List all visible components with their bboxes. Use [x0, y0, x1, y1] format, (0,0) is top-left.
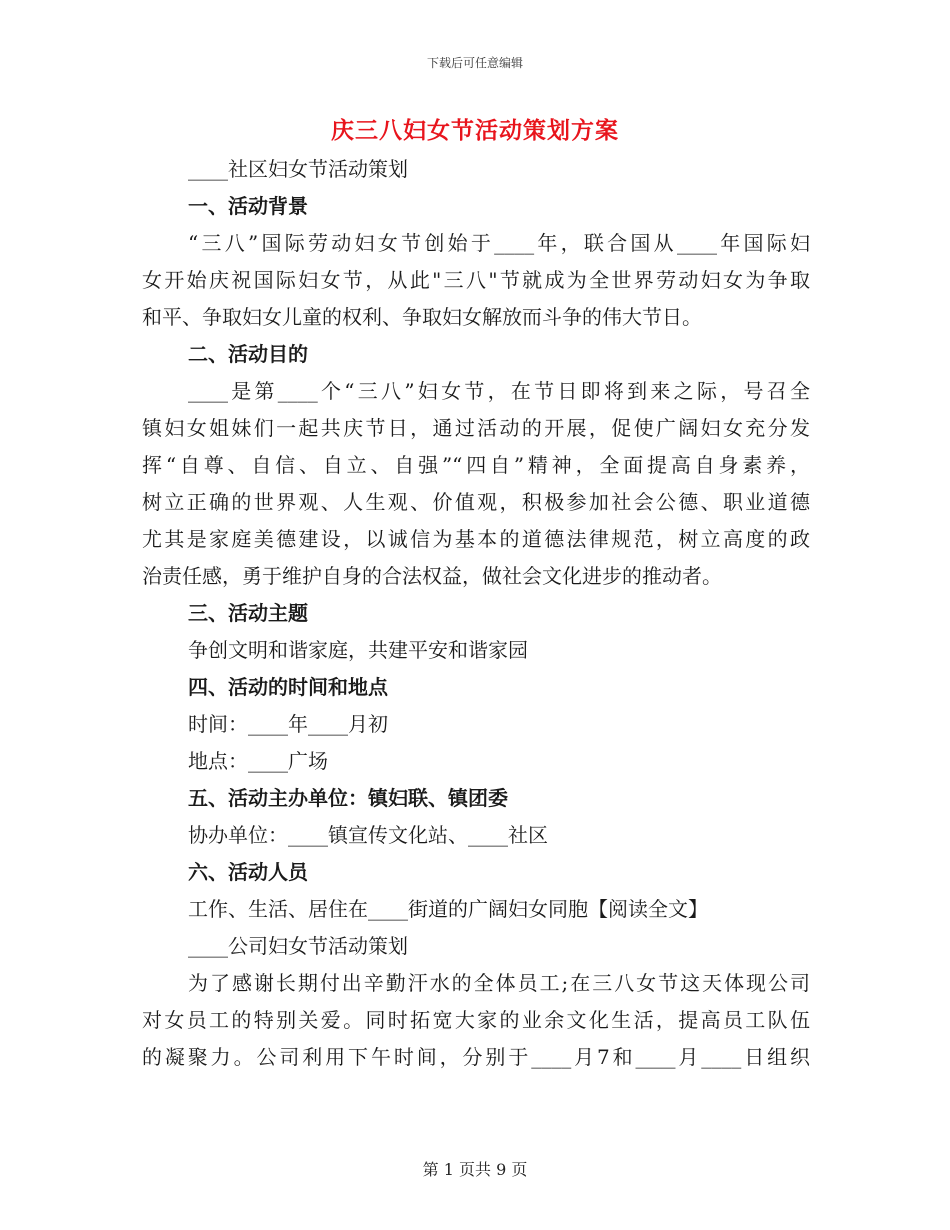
body-text-line: 争创文明和谐家庭，共建平安和谐家园: [188, 638, 528, 662]
body-text-line: 树立正确的世界观、人生观、价值观，积极参加社会公德、职业道德: [142, 490, 810, 514]
body-text-line: ____是第____个“三八”妇女节，在节日即将到来之际，号召全: [188, 379, 810, 403]
body-text-line: 尤其是家庭美德建设，以诚信为基本的道德法律规范，树立高度的政: [142, 527, 810, 551]
body-text-line: 地点：____广场: [188, 749, 328, 773]
section-heading: 二、活动目的: [188, 342, 308, 366]
body-text-line: 对女员工的特别关爱。同时拓宽大家的业余文化生活，提高员工队伍: [142, 1008, 810, 1032]
body-text-line: 挥“自尊、自信、自立、自强”“四自”精神，全面提高自身素养，: [142, 453, 810, 477]
page-footer: 第 1 页共 9 页: [422, 1160, 528, 1179]
body-text-line: 女开始庆祝国际妇女节，从此"三八"节就成为全世界劳动妇女为争取: [142, 268, 810, 292]
section-heading: 四、活动的时间和地点: [188, 675, 388, 699]
document-body: [142, 151, 810, 1076]
body-text-line: 协办单位：____镇宣传文化站、____社区: [188, 823, 548, 847]
body-text-line: 的凝聚力。公司利用下午时间，分别于____月7和____月____日组织: [142, 1045, 810, 1069]
document-title: 庆三八妇女节活动策划方案: [331, 117, 619, 144]
section-heading: 三、活动主题: [188, 601, 308, 625]
section-heading: 五、活动主办单位：镇妇联、镇团委: [188, 786, 508, 810]
body-text-line: 时间：____年____月初: [188, 712, 388, 736]
header-note: 下载后可任意编辑: [426, 56, 523, 70]
body-text-line: 和平、争取妇女儿童的权利、争取妇女解放而斗争的伟大节日。: [142, 305, 702, 329]
body-text-line: 工作、生活、居住在____街道的广阔妇女同胞【阅读全文】: [188, 897, 708, 921]
body-text-line: 镇妇女姐妹们一起共庆节日，通过活动的开展，促使广阔妇女充分发: [142, 416, 810, 440]
body-text-line: 为了感谢长期付出辛勤汗水的全体员工;在三八女节这天体现公司: [188, 971, 810, 995]
section-heading: 一、活动背景: [188, 194, 308, 218]
section-heading: 六、活动人员: [188, 860, 308, 884]
body-text-line: ____社区妇女节活动策划: [188, 157, 408, 181]
body-text-line: 治责任感，勇于维护自身的合法权益，做社会文化进步的推动者。: [142, 564, 722, 588]
body-text-line: “三八”国际劳动妇女节创始于____年，联合国从____年国际妇: [188, 231, 810, 255]
body-text-line: ____公司妇女节活动策划: [188, 934, 408, 958]
